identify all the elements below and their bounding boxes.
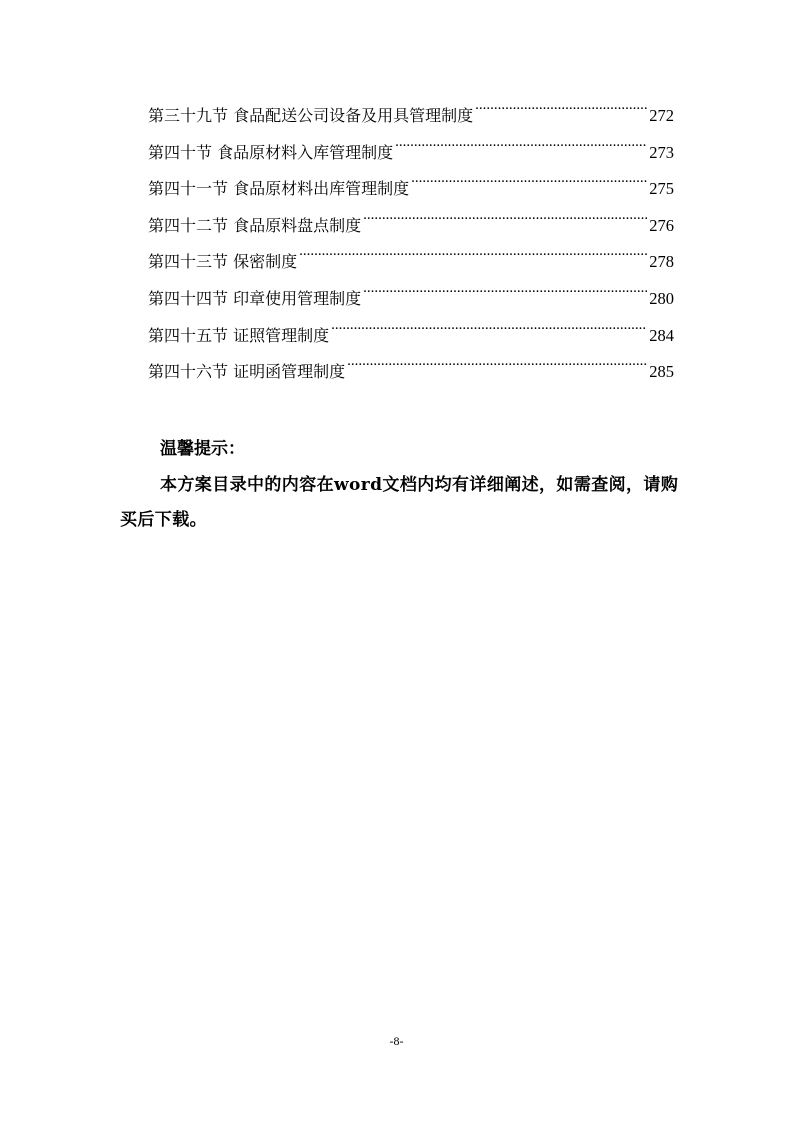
- toc-dot-leader: [475, 95, 647, 121]
- toc-dot-leader: [331, 315, 647, 341]
- toc-dot-leader: [395, 132, 647, 158]
- toc-entry[interactable]: [148, 95, 674, 132]
- toc-entry-title: 食品原料盘点制度: [233, 215, 362, 235]
- toc-entry-title: 证明函管理制度: [233, 362, 346, 382]
- toc-section-number: 第四十一节: [148, 179, 229, 199]
- toc-page-number: 276: [649, 215, 674, 235]
- toc-page-number: 285: [649, 362, 674, 382]
- toc-page-number: 278: [649, 252, 674, 272]
- toc-dot-leader: [363, 205, 647, 231]
- toc-entry[interactable]: [148, 241, 674, 278]
- toc-page-number: 273: [649, 142, 674, 162]
- toc-entry-title: 保密制度: [233, 252, 298, 272]
- toc-section-number: 第四十三节: [148, 252, 229, 272]
- toc-entry-title: 食品配送公司设备及用具管理制度: [233, 106, 474, 125]
- toc-page-number: 275: [649, 179, 674, 199]
- toc-dot-leader: [299, 241, 647, 267]
- toc-entry-title: 证照管理制度: [233, 325, 330, 345]
- toc-entry-title: 食品原材料出库管理制度: [233, 179, 410, 199]
- toc-entry[interactable]: [148, 278, 674, 315]
- toc-entry-title: 食品原材料入库管理制度: [217, 142, 394, 162]
- tip-heading: 温馨提示：: [160, 439, 245, 459]
- toc-section-number: 第四十五节: [148, 325, 229, 345]
- toc-section-number: 第四十四节: [148, 288, 229, 308]
- toc-entry[interactable]: [148, 168, 674, 205]
- table-of-contents: [148, 95, 674, 388]
- toc-page-number: 272: [649, 106, 674, 125]
- toc-section-number: 第三十九节: [148, 106, 229, 125]
- toc-section-number: 第四十二节: [148, 215, 229, 235]
- toc-entry[interactable]: [148, 315, 674, 352]
- toc-entry[interactable]: [148, 351, 674, 388]
- toc-page-number: 284: [649, 325, 674, 345]
- toc-section-number: 第四十六节: [148, 362, 229, 382]
- toc-entry-title: 印章使用管理制度: [233, 288, 362, 308]
- toc-dot-leader: [363, 278, 647, 304]
- toc-dot-leader: [411, 168, 647, 194]
- toc-entry[interactable]: [148, 132, 674, 169]
- tip-body: 本方案目录中的内容在word文档内均有详细阐述，如需查阅，请购买后下载。: [120, 475, 679, 530]
- toc-section-number: 第四十节: [148, 142, 213, 162]
- toc-dot-leader: [347, 351, 647, 377]
- toc-entry[interactable]: [148, 205, 674, 242]
- toc-page-number: 280: [649, 288, 674, 308]
- page-number: -8-: [389, 1034, 404, 1048]
